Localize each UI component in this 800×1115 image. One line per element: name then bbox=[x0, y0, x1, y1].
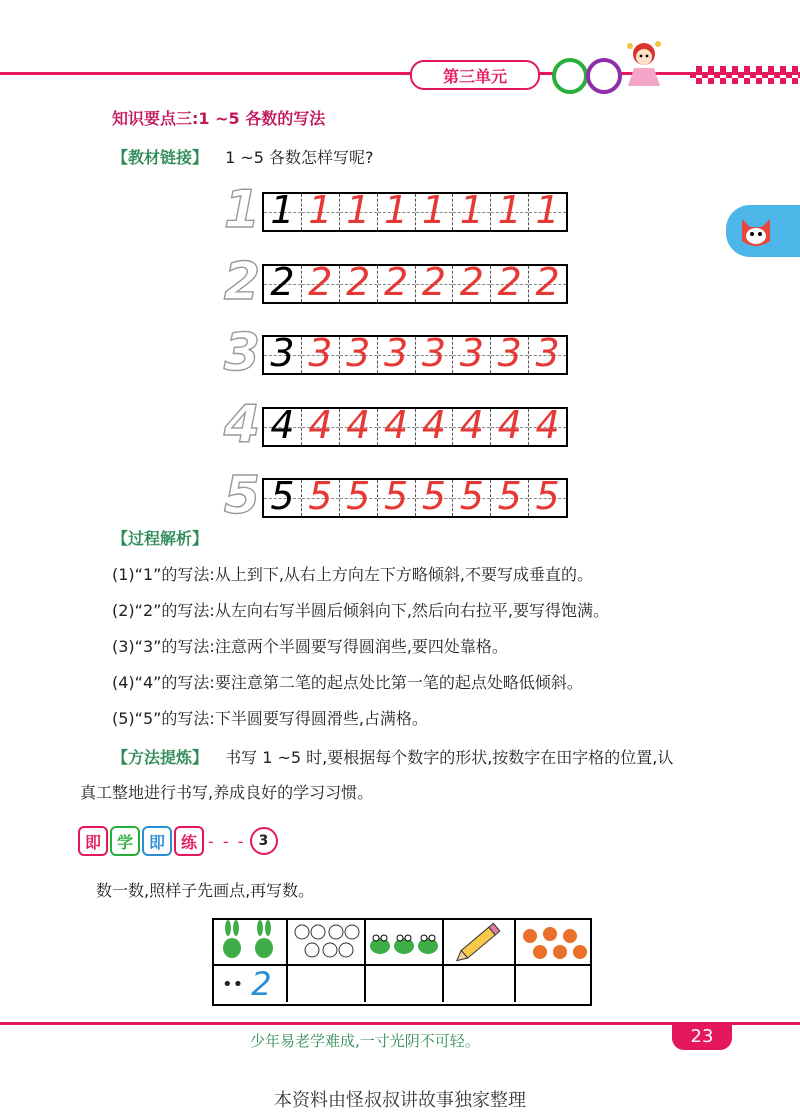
traced-digit: 1 bbox=[308, 188, 333, 232]
footer-motto: 少年易老学难成,一寸光阴不可轻。 bbox=[250, 1032, 480, 1050]
grid-cell bbox=[453, 188, 491, 232]
method-text-2: 真工整地进行书写,养成良好的学习习惯。 bbox=[80, 783, 374, 802]
traced-digit: 1 bbox=[535, 188, 560, 232]
section-title: 知识要点三:1 ~5 各数的写法 bbox=[112, 109, 326, 128]
squirrels-cell bbox=[516, 920, 594, 964]
grid-cell bbox=[340, 260, 378, 304]
grid-cell bbox=[378, 260, 416, 304]
traced-digit: 2 bbox=[421, 260, 447, 304]
practice-badge-chars bbox=[78, 826, 204, 856]
process-item: (5)“5”的写法:下半圆要写得圆滑些,占满格。 bbox=[112, 709, 428, 728]
answer-cell[interactable] bbox=[288, 966, 366, 1002]
traced-digit: 3 bbox=[308, 331, 333, 375]
writing-row bbox=[220, 323, 580, 383]
traced-digit: 2 bbox=[346, 260, 371, 304]
grid-cell bbox=[302, 331, 340, 375]
writing-row bbox=[220, 180, 580, 240]
process-item: (3)“3”的写法:注意两个半圆要写得圆润些,要四处靠格。 bbox=[112, 637, 508, 656]
rabbits-cell bbox=[214, 920, 288, 964]
traced-digit: 2 bbox=[497, 260, 522, 304]
process-item: (1)“1”的写法:从上到下,从右上方向左下方略倾斜,不要写成垂直的。 bbox=[112, 565, 593, 584]
traced-digit: 5 bbox=[308, 474, 333, 518]
grid-cell bbox=[491, 403, 529, 447]
grid-cell bbox=[340, 188, 378, 232]
grid-cell bbox=[378, 331, 416, 375]
traced-digit: 2 bbox=[535, 260, 560, 304]
traced-digit: 4 bbox=[421, 403, 447, 447]
traced-digit: 5 bbox=[497, 474, 522, 518]
textbook-link-text: 1 ~5 各数怎样写呢? bbox=[225, 148, 374, 167]
traced-digit: 4 bbox=[308, 403, 333, 447]
traced-digit: 1 bbox=[346, 188, 371, 232]
grid-cell bbox=[416, 188, 454, 232]
traced-digit: 5 bbox=[421, 474, 447, 518]
credit-line: 本资料由怪叔叔讲故事独家整理 bbox=[274, 1090, 526, 1111]
method-text-1: 书写 1 ~5 时,要根据每个数字的形状,按数字在田字格的位置,认 bbox=[225, 748, 674, 767]
answer-row bbox=[214, 966, 590, 1002]
grid-cell bbox=[491, 474, 529, 518]
example-answer-cell bbox=[214, 966, 288, 1002]
grid-cell bbox=[378, 403, 416, 447]
grid-cell bbox=[529, 188, 566, 232]
grid-cell bbox=[529, 474, 566, 518]
grid-cell bbox=[529, 331, 566, 375]
answer-cell[interactable] bbox=[516, 966, 590, 1002]
grid-cell bbox=[302, 260, 340, 304]
traced-digit: 1 bbox=[497, 188, 522, 232]
pencil-icon bbox=[444, 920, 514, 964]
traced-digit: 2 bbox=[383, 260, 409, 304]
practice-badge bbox=[78, 826, 278, 856]
grid-cell bbox=[264, 188, 302, 232]
traced-digit: 3 bbox=[497, 331, 522, 375]
grid-cell bbox=[491, 188, 529, 232]
tian-grid bbox=[262, 331, 568, 375]
traced-digit: 1 bbox=[421, 188, 447, 232]
picture-row bbox=[214, 920, 590, 966]
grid-cell bbox=[529, 260, 566, 304]
process-item: (2)“2”的写法:从左向右写半圆后倾斜向下,然后向右拉平,要写得饱满。 bbox=[112, 601, 609, 620]
model-digit: 2 bbox=[270, 260, 295, 304]
writing-row bbox=[220, 466, 580, 526]
grid-cell bbox=[302, 403, 340, 447]
fairy-girl-icon bbox=[620, 38, 668, 88]
badge-dashes: - - - bbox=[208, 831, 246, 851]
traced-digit: 5 bbox=[535, 474, 560, 518]
example-answer: 2 bbox=[251, 965, 272, 1003]
grid-cell bbox=[416, 474, 454, 518]
grid-cell bbox=[340, 474, 378, 518]
grid-cell bbox=[302, 188, 340, 232]
badge-char: 即 bbox=[142, 826, 172, 856]
bears-cell bbox=[288, 920, 366, 964]
practice-table bbox=[212, 918, 592, 1006]
unit-label: 第三单元 bbox=[410, 60, 540, 90]
traced-digit: 2 bbox=[308, 260, 333, 304]
side-tab bbox=[726, 205, 800, 257]
traced-digit: 2 bbox=[459, 260, 484, 304]
grid-cell bbox=[264, 260, 302, 304]
model-digit: 3 bbox=[270, 331, 295, 375]
outline-digit: 3 bbox=[223, 323, 261, 383]
grid-cell bbox=[264, 403, 302, 447]
practice-number: 3 bbox=[250, 827, 278, 855]
grid-cell bbox=[416, 331, 454, 375]
traced-digit: 5 bbox=[459, 474, 484, 518]
traced-digit: 1 bbox=[459, 188, 484, 232]
practice-instruction: 数一数,照样子先画点,再写数。 bbox=[96, 881, 315, 900]
process-item: (4)“4”的写法:要注意第二笔的起点处比第一笔的起点处略低倾斜。 bbox=[112, 673, 583, 692]
writing-row bbox=[220, 252, 580, 312]
purple-ring-icon bbox=[586, 58, 622, 94]
example-dots: •• bbox=[222, 973, 244, 995]
grid-cell bbox=[453, 474, 491, 518]
traced-digit: 4 bbox=[459, 403, 484, 447]
method-tag: 【方法提炼】 bbox=[112, 748, 209, 767]
cat-mascot-icon bbox=[736, 211, 776, 251]
traced-digit: 4 bbox=[346, 403, 371, 447]
grid-cell bbox=[416, 260, 454, 304]
model-digit: 1 bbox=[270, 188, 295, 232]
method-line-1 bbox=[112, 745, 673, 768]
pencil-cell bbox=[444, 920, 516, 964]
grid-cell bbox=[453, 403, 491, 447]
grid-cell bbox=[491, 260, 529, 304]
bears-icon bbox=[288, 920, 364, 964]
traced-digit: 3 bbox=[346, 331, 371, 375]
badge-char: 学 bbox=[110, 826, 140, 856]
traced-digit: 3 bbox=[459, 331, 484, 375]
tian-grid bbox=[262, 403, 568, 447]
grid-cell bbox=[491, 331, 529, 375]
traced-digit: 3 bbox=[383, 331, 409, 375]
tian-grid bbox=[262, 260, 568, 304]
checker-pattern bbox=[690, 66, 800, 84]
traced-digit: 5 bbox=[346, 474, 371, 518]
outline-digit: 1 bbox=[223, 180, 261, 240]
grid-cell bbox=[264, 474, 302, 518]
header-rule bbox=[0, 72, 800, 75]
frogs-cell bbox=[366, 920, 444, 964]
grid-cell bbox=[453, 260, 491, 304]
page-number: 23 bbox=[672, 1022, 732, 1050]
traced-digit: 1 bbox=[383, 188, 409, 232]
textbook-link bbox=[112, 145, 374, 168]
traced-digit: 3 bbox=[421, 331, 447, 375]
grid-cell bbox=[378, 474, 416, 518]
process-tag: 【过程解析】 bbox=[112, 529, 209, 548]
traced-digit: 5 bbox=[383, 474, 409, 518]
grid-cell bbox=[302, 474, 340, 518]
green-ring-icon bbox=[552, 58, 588, 94]
model-digit: 4 bbox=[270, 403, 295, 447]
tian-grid bbox=[262, 188, 568, 232]
grid-cell bbox=[340, 403, 378, 447]
textbook-link-tag: 【教材链接】 bbox=[112, 148, 209, 167]
frogs-icon bbox=[366, 920, 442, 964]
grid-cell bbox=[453, 331, 491, 375]
outline-digit: 2 bbox=[223, 252, 261, 312]
grid-cell bbox=[378, 188, 416, 232]
rabbits-icon bbox=[214, 920, 286, 964]
traced-digit: 4 bbox=[383, 403, 409, 447]
tian-grid bbox=[262, 474, 568, 518]
outline-digit: 5 bbox=[223, 466, 261, 526]
grid-cell bbox=[529, 403, 566, 447]
outline-digit: 4 bbox=[223, 395, 261, 455]
squirrels-icon bbox=[516, 920, 594, 964]
badge-char: 即 bbox=[78, 826, 108, 856]
grid-cell bbox=[340, 331, 378, 375]
traced-digit: 3 bbox=[535, 331, 560, 375]
model-digit: 5 bbox=[270, 474, 295, 518]
traced-digit: 4 bbox=[497, 403, 522, 447]
answer-cell[interactable] bbox=[366, 966, 444, 1002]
traced-digit: 4 bbox=[535, 403, 560, 447]
answer-cell[interactable] bbox=[444, 966, 516, 1002]
writing-row bbox=[220, 395, 580, 455]
grid-cell bbox=[264, 331, 302, 375]
grid-cell bbox=[416, 403, 454, 447]
badge-char: 练 bbox=[174, 826, 204, 856]
